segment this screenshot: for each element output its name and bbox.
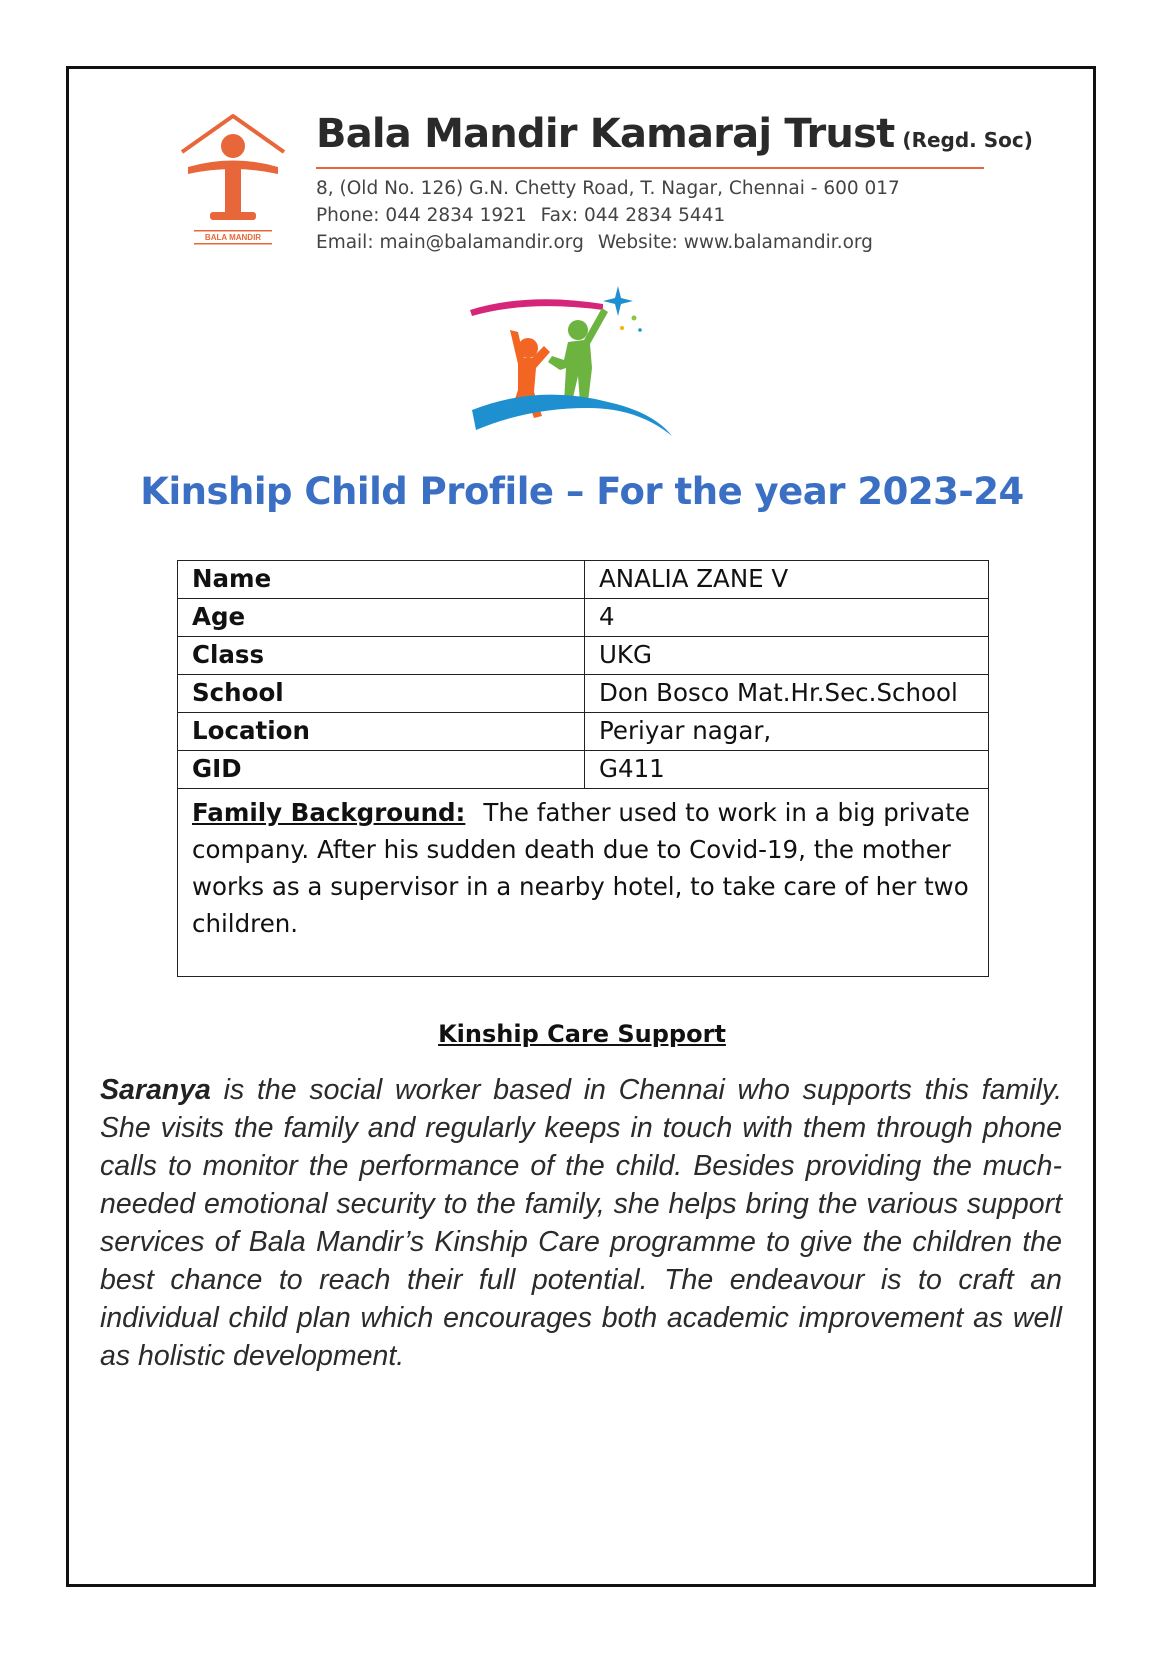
registration-note: (Regd. Soc): [902, 128, 1033, 152]
row-value-name: ANALIA ZANE V: [585, 561, 989, 599]
row-label-school: School: [178, 675, 585, 713]
row-value-school: Don Bosco Mat.Hr.Sec.School: [585, 675, 989, 713]
organization-name-text: Bala Mandir Kamaraj Trust: [316, 111, 895, 157]
family-background-label: Family Background:: [192, 798, 466, 827]
table-row: [178, 637, 989, 675]
row-label-location: Location: [178, 713, 585, 751]
org-email: Email: main@balamandir.org: [316, 232, 584, 253]
org-phone: Phone: 044 2834 1921: [316, 205, 527, 226]
row-value-gid: G411: [585, 751, 989, 789]
org-fax: Fax: 044 2834 5441: [540, 205, 726, 226]
letterhead-rule: [316, 167, 984, 169]
family-background-cell: [178, 789, 989, 977]
row-label-class: Class: [178, 637, 585, 675]
kinship-children-logo-icon: [468, 284, 698, 454]
org-contact-email-web: [316, 232, 873, 253]
child-profile-table: [177, 560, 989, 977]
family-background-row: [178, 789, 989, 977]
table-row: [178, 561, 989, 599]
row-label-age: Age: [178, 599, 585, 637]
row-value-location: Periyar nagar,: [585, 713, 989, 751]
page-title: Kinship Child Profile – For the year 2023-24: [140, 470, 1024, 513]
row-value-class: UKG: [585, 637, 989, 675]
row-label-gid: GID: [178, 751, 585, 789]
table-row: [178, 675, 989, 713]
support-paragraph: [100, 1071, 1062, 1375]
row-value-age: 4: [585, 599, 989, 637]
social-worker-name: Saranya: [100, 1074, 211, 1106]
table-row: [178, 713, 989, 751]
support-text: is the social worker based in Chennai who supports this family. She visits the family and regularly keeps in touch with them through phone calls to monitor the performance of the child. Besides providing the much-needed emotional security to the family, she helps bring the various support services of Bala Mandir’s Kinship Care programme to give the children the best chance to reach their full potential. The endeavour is to craft an individual child plan which encourages both academic improvement as well as holistic development.: [100, 1074, 1062, 1372]
family-background-text: The father used to work in a big private company. After his sudden death due to Covid-19, the mother works as a supervisor in a nearby hotel, to take care of her two children.: [192, 798, 970, 938]
table-row: [178, 751, 989, 789]
org-contact-phone-fax: [316, 205, 725, 226]
org-website: Website: www.balamandir.org: [597, 232, 873, 253]
support-heading: Kinship Care Support: [438, 1020, 726, 1048]
organization-name: [316, 111, 1033, 157]
bala-mandir-logo-icon: [178, 112, 288, 252]
table-row: [178, 599, 989, 637]
org-address: 8, (Old No. 126) G.N. Chetty Road, T. Nagar, Chennai - 600 017: [316, 178, 900, 199]
logo-caption: BALA MANDIR: [204, 233, 262, 242]
row-label-name: Name: [178, 561, 585, 599]
